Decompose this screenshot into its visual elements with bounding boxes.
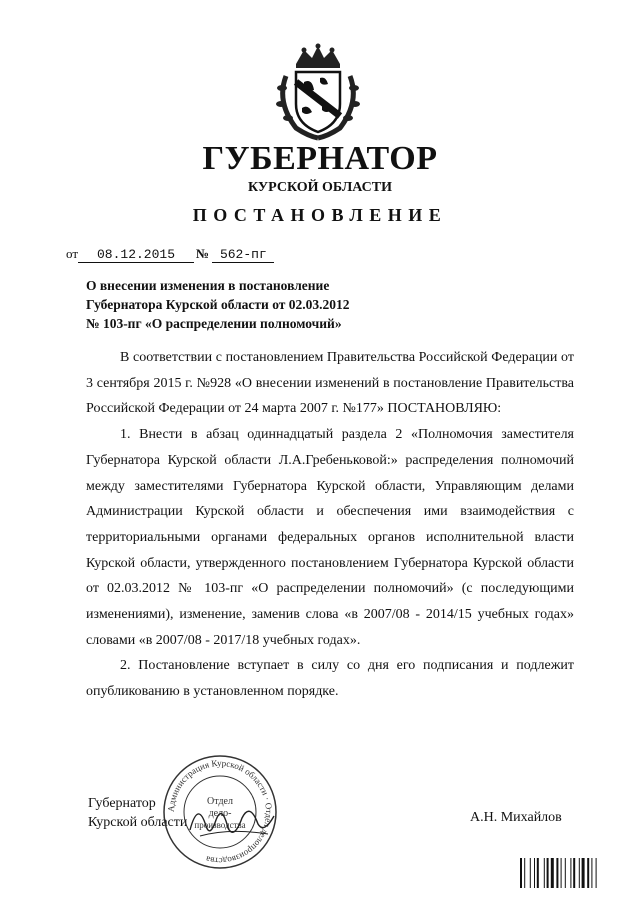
stamp-inner-text: Отдел <box>207 796 233 807</box>
subject-line: О внесении изменения в постановление <box>86 278 330 293</box>
barcode-bar <box>544 858 545 888</box>
barcode-bar <box>587 858 589 888</box>
document-subject <box>86 276 350 333</box>
barcode-bar <box>547 858 549 888</box>
document-body <box>86 345 574 705</box>
signatory-title-line: Губернатор <box>88 796 156 811</box>
number-label: № <box>196 246 210 261</box>
stamp-inner-text: производства <box>194 820 246 830</box>
page-title: ГУБЕРНАТОР <box>202 140 438 177</box>
barcode-bar <box>524 858 525 888</box>
barcode-bar <box>582 858 585 888</box>
barcode-bar <box>520 858 522 888</box>
barcode-bar <box>551 858 554 888</box>
date-prefix: от <box>66 246 79 261</box>
page-subtitle: КУРСКОЙ ОБЛАСТИ <box>247 180 393 195</box>
stamp-ring-text: Администрация Курской области · Отдел делопроизводства <box>165 757 275 867</box>
barcode-bar <box>591 858 592 888</box>
body-paragraph: 2. Постановление вступает в силу со дня его подписания и подлежит опубликованию в установленном порядке. <box>86 658 574 700</box>
document-number: 562-пг <box>212 248 274 263</box>
subject-line: № 103-пг «О распределении полномочий» <box>86 316 342 331</box>
barcode-bar <box>579 858 580 888</box>
signatory-name: А.Н. Михайлов <box>470 810 562 825</box>
document-type: ПОСТАНОВЛЕНИЕ <box>192 205 448 225</box>
barcode-bar <box>537 858 539 888</box>
body-paragraph: 1. Внести в абзац одиннадцатый раздела 2 «Полномочия заместителя Губернатора Курской области Л.А.Гребеньковой:» распределения полномочий между заместителями Губернатора Курской области, Управляющим делами Администрации Курской области и обеспечения ими взаимодействия с территориальными органами федеральных органов исполнительной власти Курской области, утвержденного постановлением Губернатора Курской области от 02.03.2012 № 103-пг «О распределении полномочий» (с последующими изменениями), изменение, заменив слова «в 2007/08 - 2014/15 учебных годах» словами «в 2007/08 - 2017/18 учебных годах». <box>86 427 574 648</box>
handwritten-signature <box>180 790 280 850</box>
date-number-line <box>66 246 274 263</box>
body-paragraph: В соответствии с постановлением Правительства Российской Федерации от 3 сентября 2015 г. №928 «О внесении изменений в постановление Правительства Российской Федерации от 24 марта 2007 г. №177» ПОСТАНОВЛЯЮ: <box>86 350 574 417</box>
barcode <box>520 858 618 888</box>
barcode-bar <box>596 858 597 888</box>
barcode-bar <box>565 858 566 888</box>
barcode-bar <box>556 858 558 888</box>
barcode-bar <box>570 858 571 888</box>
barcode-bar <box>573 858 575 888</box>
document-date: 08.12.2015 <box>78 248 194 263</box>
subject-line: Губернатора Курской области от 02.03.2012 <box>86 297 350 312</box>
barcode-bar <box>534 858 535 888</box>
stamp-inner-text: дело- <box>208 808 232 819</box>
barcode-bar <box>561 858 562 888</box>
coat-of-arms-icon <box>266 42 370 142</box>
barcode-bar <box>530 858 531 888</box>
signatory-title-line: Курской области <box>88 815 188 830</box>
